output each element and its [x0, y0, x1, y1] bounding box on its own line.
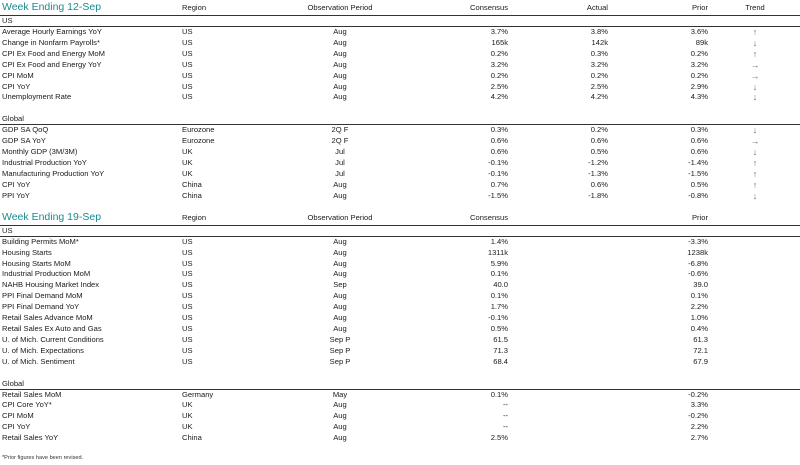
prior-value: 89k — [695, 37, 708, 47]
region: UK — [182, 147, 193, 157]
table-row — [0, 313, 800, 324]
indicator-name: Unemployment Rate — [2, 92, 72, 102]
observation-period: Jul — [335, 168, 345, 178]
section-title: Global — [0, 379, 800, 390]
prior-value: 0.1% — [690, 291, 708, 301]
consensus-value: 1.4% — [490, 236, 508, 246]
section-title: US — [0, 225, 800, 236]
trend-up-icon: ↑ — [752, 48, 758, 59]
consensus-value: -0.1% — [488, 168, 508, 178]
observation-period: May — [332, 389, 348, 399]
consensus-value: 0.3% — [490, 125, 508, 135]
observation-period: Aug — [333, 258, 347, 268]
empty-cell — [710, 400, 800, 411]
table-row — [0, 291, 800, 302]
indicator-name: CPI YoY — [2, 422, 31, 432]
region: US — [182, 37, 193, 47]
empty-cell — [510, 236, 610, 247]
prior-value: 1.0% — [690, 313, 708, 323]
trend-up-icon: ↑ — [752, 168, 758, 179]
section-header-row — [0, 225, 800, 236]
trend-right-icon: → — [750, 70, 760, 81]
consensus-value: -- — [502, 400, 508, 410]
table-row — [0, 324, 800, 335]
empty-cell — [510, 302, 610, 313]
region: US — [182, 302, 193, 312]
trend-down-icon: ↓ — [752, 92, 758, 103]
column-header: Observation Period — [280, 0, 400, 16]
week-header-row — [0, 210, 800, 226]
observation-period: Aug — [333, 269, 347, 279]
trend-up-icon: ↑ — [752, 158, 758, 169]
prior-value: 3.2% — [690, 59, 708, 69]
prior-value: -0.6% — [688, 269, 708, 279]
consensus-value: 0.5% — [490, 323, 508, 333]
consensus-value: 4.2% — [490, 92, 508, 102]
column-header: Consensus — [400, 0, 510, 16]
consensus-value: 0.2% — [490, 70, 508, 80]
actual-value: -1.3% — [588, 168, 608, 178]
region: US — [182, 334, 193, 344]
empty-cell — [510, 324, 610, 335]
indicator-name: Retail Sales YoY — [2, 433, 59, 443]
empty-cell — [510, 291, 610, 302]
column-header-empty — [710, 210, 800, 226]
actual-value: 0.2% — [590, 125, 608, 135]
indicator-name: Housing Starts MoM — [2, 258, 71, 268]
actual-value: 0.2% — [590, 70, 608, 80]
empty-cell — [710, 422, 800, 433]
trend-up-icon: ↑ — [752, 179, 758, 190]
consensus-value: -- — [502, 411, 508, 421]
actual-value: -1.2% — [588, 158, 608, 168]
consensus-value: 2.5% — [490, 81, 508, 91]
empty-cell — [510, 346, 610, 357]
table-row — [0, 335, 800, 346]
empty-cell — [710, 357, 800, 368]
empty-cell — [510, 259, 610, 270]
empty-cell — [510, 422, 610, 433]
indicator-name: Building Permits MoM* — [2, 236, 79, 246]
section-header-row — [0, 114, 800, 125]
observation-period: 2Q F — [331, 125, 349, 135]
prior-value: 0.3% — [690, 125, 708, 135]
region: US — [182, 247, 193, 257]
observation-period: Aug — [333, 422, 347, 432]
empty-cell — [710, 236, 800, 247]
prior-value: 39.0 — [693, 280, 708, 290]
consensus-value: 0.1% — [490, 389, 508, 399]
empty-cell — [510, 335, 610, 346]
indicator-name: U. of Mich. Current Conditions — [2, 334, 104, 344]
prior-value: 0.6% — [690, 147, 708, 157]
column-header-empty — [510, 210, 610, 226]
region: US — [182, 48, 193, 58]
table-row — [0, 180, 800, 191]
indicator-name: Retail Sales Ex Auto and Gas — [2, 323, 102, 333]
table-row — [0, 357, 800, 368]
observation-period: Aug — [333, 291, 347, 301]
prior-value: -1.4% — [688, 158, 708, 168]
indicator-name: GDP SA YoY — [2, 136, 46, 146]
empty-cell — [510, 269, 610, 280]
consensus-value: 5.9% — [490, 258, 508, 268]
region: UK — [182, 168, 193, 178]
consensus-value: 1311k — [487, 247, 508, 257]
week-spacer — [0, 202, 800, 210]
consensus-value: 71.3 — [493, 345, 508, 355]
column-header: Region — [180, 0, 280, 16]
region: US — [182, 323, 193, 333]
indicator-name: Industrial Production MoM — [2, 269, 91, 279]
observation-period: Aug — [333, 411, 347, 421]
observation-period: Jul — [335, 158, 345, 168]
indicator-name: Monthly GDP (3M/3M) — [2, 147, 78, 157]
observation-period: Sep P — [329, 334, 351, 344]
prior-value: -0.8% — [688, 190, 708, 200]
section-header-row — [0, 379, 800, 390]
table-row — [0, 60, 800, 71]
empty-cell — [510, 357, 610, 368]
observation-period: Jul — [335, 147, 345, 157]
consensus-value: 68.4 — [493, 356, 508, 366]
actual-value: 0.5% — [590, 147, 608, 157]
consensus-value: 0.7% — [490, 179, 508, 189]
region: US — [182, 59, 193, 69]
observation-period: Aug — [333, 323, 347, 333]
table-row — [0, 302, 800, 313]
trend-right-icon: → — [750, 59, 760, 70]
table-row — [0, 38, 800, 49]
empty-cell — [510, 400, 610, 411]
region: UK — [182, 411, 193, 421]
consensus-value: -0.1% — [488, 313, 508, 323]
empty-cell — [710, 346, 800, 357]
region: Eurozone — [182, 136, 215, 146]
observation-period: Aug — [333, 37, 347, 47]
region: US — [182, 291, 193, 301]
table-row — [0, 49, 800, 60]
empty-cell — [510, 313, 610, 324]
region: US — [182, 92, 193, 102]
consensus-value: 165k — [491, 37, 508, 47]
prior-value: 0.2% — [690, 48, 708, 58]
trend-down-icon: ↓ — [752, 190, 758, 201]
actual-value: 0.6% — [590, 179, 608, 189]
table-row — [0, 169, 800, 180]
empty-cell — [710, 389, 800, 400]
observation-period: Aug — [333, 27, 347, 36]
indicator-name: CPI MoM — [2, 70, 34, 80]
section-title: Global — [0, 114, 800, 125]
observation-period: Aug — [333, 70, 347, 80]
consensus-value: 0.1% — [490, 269, 508, 279]
observation-period: Sep P — [329, 345, 351, 355]
week-title: Week Ending 19-Sep — [0, 210, 180, 226]
table-row — [0, 248, 800, 259]
prior-value: 72.1 — [693, 345, 708, 355]
observation-period: Aug — [333, 247, 347, 257]
indicator-name: Manufacturing Production YoY — [2, 168, 105, 178]
table-row — [0, 82, 800, 93]
consensus-value: 3.2% — [490, 59, 508, 69]
region: UK — [182, 158, 193, 168]
empty-cell — [510, 248, 610, 259]
observation-period: Aug — [333, 313, 347, 323]
consensus-value: 1.7% — [490, 302, 508, 312]
trend-right-icon: → — [750, 136, 760, 147]
table-row — [0, 280, 800, 291]
trend-down-icon: ↓ — [752, 125, 758, 136]
prior-value: 2.7% — [690, 433, 708, 443]
prior-value: 2.2% — [690, 422, 708, 432]
empty-cell — [510, 433, 610, 444]
table-row — [0, 136, 800, 147]
table-row — [0, 411, 800, 422]
spacer-cell — [0, 202, 800, 210]
region: US — [182, 236, 193, 246]
section-title: US — [0, 16, 800, 27]
region: China — [182, 433, 202, 443]
table-row — [0, 269, 800, 280]
region: Germany — [182, 389, 214, 399]
region: US — [182, 258, 193, 268]
table-row — [0, 422, 800, 433]
region: US — [182, 70, 193, 80]
empty-cell — [510, 411, 610, 422]
observation-period: Aug — [333, 433, 347, 443]
observation-period: Aug — [333, 400, 347, 410]
footnote: *Prior figures have been revised. — [2, 455, 84, 461]
column-header: Region — [180, 210, 280, 226]
trend-down-icon: ↓ — [752, 147, 758, 158]
column-header: Observation Period — [280, 210, 400, 226]
trend-down-icon: ↓ — [752, 37, 758, 48]
prior-value: -1.5% — [688, 168, 708, 178]
region: UK — [182, 422, 193, 432]
trend-down-icon: ↓ — [752, 81, 758, 92]
empty-cell — [710, 433, 800, 444]
table-row — [0, 191, 800, 202]
consensus-value: 3.7% — [490, 27, 508, 36]
indicator-name: PPI YoY — [2, 190, 30, 200]
observation-period: Aug — [333, 179, 347, 189]
prior-value: 2.2% — [690, 302, 708, 312]
table-row — [0, 71, 800, 82]
region: US — [182, 269, 193, 279]
table-row — [0, 147, 800, 158]
empty-cell — [710, 269, 800, 280]
empty-cell — [710, 291, 800, 302]
prior-value: 2.9% — [690, 81, 708, 91]
indicator-name: NAHB Housing Market Index — [2, 280, 100, 290]
observation-period: 2Q F — [331, 136, 349, 146]
spacer-cell — [0, 103, 800, 114]
prior-value: 67.9 — [693, 356, 708, 366]
prior-value: 0.4% — [690, 323, 708, 333]
empty-cell — [710, 335, 800, 346]
table-row — [0, 27, 800, 38]
region: US — [182, 345, 193, 355]
indicator-name: Retail Sales Advance MoM — [2, 313, 93, 323]
actual-value: 0.3% — [590, 48, 608, 58]
indicator-name: Retail Sales MoM — [2, 389, 62, 399]
actual-value: 3.8% — [590, 27, 608, 36]
table-row — [0, 389, 800, 400]
prior-value: 0.2% — [690, 70, 708, 80]
column-header: Prior — [610, 210, 710, 226]
indicator-name: Housing Starts — [2, 247, 52, 257]
column-header: Consensus — [400, 210, 510, 226]
empty-cell — [510, 389, 610, 400]
prior-value: -3.3% — [688, 236, 708, 246]
prior-value: 61.3 — [693, 334, 708, 344]
prior-value: 1238k — [687, 247, 708, 257]
indicator-name: CPI MoM — [2, 411, 34, 421]
empty-cell — [710, 313, 800, 324]
consensus-value: 61.5 — [493, 334, 508, 344]
indicator-name: GDP SA QoQ — [2, 125, 49, 135]
section-spacer — [0, 368, 800, 379]
actual-value: 142k — [591, 37, 608, 47]
consensus-value: 0.6% — [490, 147, 508, 157]
indicator-name: PPI Final Demand MoM — [2, 291, 83, 301]
prior-value: -6.8% — [688, 258, 708, 268]
region: Eurozone — [182, 125, 215, 135]
table-row — [0, 236, 800, 247]
actual-value: 0.6% — [590, 136, 608, 146]
prior-value: 0.6% — [690, 136, 708, 146]
prior-value: -0.2% — [688, 389, 708, 399]
consensus-value: 40.0 — [493, 280, 508, 290]
consensus-value: 0.1% — [490, 291, 508, 301]
indicator-name: CPI YoY — [2, 179, 31, 189]
region: China — [182, 179, 202, 189]
indicator-name: Average Hourly Earnings YoY — [2, 27, 102, 36]
consensus-value: 2.5% — [490, 433, 508, 443]
table-row — [0, 400, 800, 411]
week-header-row — [0, 0, 800, 16]
consensus-value: -1.5% — [488, 190, 508, 200]
actual-value: -1.8% — [588, 190, 608, 200]
observation-period: Sep P — [329, 356, 351, 366]
indicator-name: CPI Ex Food and Energy YoY — [2, 59, 102, 69]
week-title: Week Ending 12-Sep — [0, 0, 180, 16]
observation-period: Aug — [333, 92, 347, 102]
table-row — [0, 92, 800, 103]
indicator-name: Change in Nonfarm Payrolls* — [2, 37, 100, 47]
consensus-value: 0.2% — [490, 48, 508, 58]
indicator-name: PPI Final Demand YoY — [2, 302, 80, 312]
indicator-name: U. of Mich. Sentiment — [2, 356, 75, 366]
indicator-name: U. of Mich. Expectations — [2, 345, 84, 355]
observation-period: Aug — [333, 190, 347, 200]
region: China — [182, 190, 202, 200]
column-header: Prior — [610, 0, 710, 16]
indicator-name: CPI YoY — [2, 81, 31, 91]
region: US — [182, 280, 193, 290]
region: US — [182, 313, 193, 323]
observation-period: Sep — [333, 280, 347, 290]
column-header: Actual — [510, 0, 610, 16]
region: UK — [182, 400, 193, 410]
spacer-cell — [0, 368, 800, 379]
consensus-value: -0.1% — [488, 158, 508, 168]
empty-cell — [710, 248, 800, 259]
prior-value: 0.5% — [690, 179, 708, 189]
consensus-value: -- — [502, 422, 508, 432]
empty-cell — [510, 280, 610, 291]
indicator-name: CPI Ex Food and Energy MoM — [2, 48, 105, 58]
prior-value: 3.6% — [690, 27, 708, 36]
empty-cell — [710, 411, 800, 422]
section-header-row — [0, 16, 800, 27]
table-row — [0, 158, 800, 169]
region: US — [182, 27, 193, 36]
observation-period: Aug — [333, 81, 347, 91]
observation-period: Aug — [333, 48, 347, 58]
prior-value: -0.2% — [688, 411, 708, 421]
empty-cell — [710, 280, 800, 291]
indicator-name: CPI Core YoY* — [2, 400, 52, 410]
empty-cell — [710, 259, 800, 270]
indicator-name: Industrial Production YoY — [2, 158, 87, 168]
table-row — [0, 125, 800, 136]
observation-period: Aug — [333, 302, 347, 312]
consensus-value: 0.6% — [490, 136, 508, 146]
region: US — [182, 356, 193, 366]
actual-value: 4.2% — [590, 92, 608, 102]
actual-value: 3.2% — [590, 59, 608, 69]
region: US — [182, 81, 193, 91]
empty-cell — [710, 324, 800, 335]
observation-period: Aug — [333, 236, 347, 246]
empty-cell — [710, 302, 800, 313]
table-row — [0, 346, 800, 357]
prior-value: 3.3% — [690, 400, 708, 410]
actual-value: 2.5% — [590, 81, 608, 91]
table-row — [0, 433, 800, 444]
column-header: Trend — [710, 0, 800, 16]
trend-up-icon: ↑ — [752, 27, 758, 37]
section-spacer — [0, 103, 800, 114]
observation-period: Aug — [333, 59, 347, 69]
prior-value: 4.3% — [690, 92, 708, 102]
table-row — [0, 259, 800, 270]
